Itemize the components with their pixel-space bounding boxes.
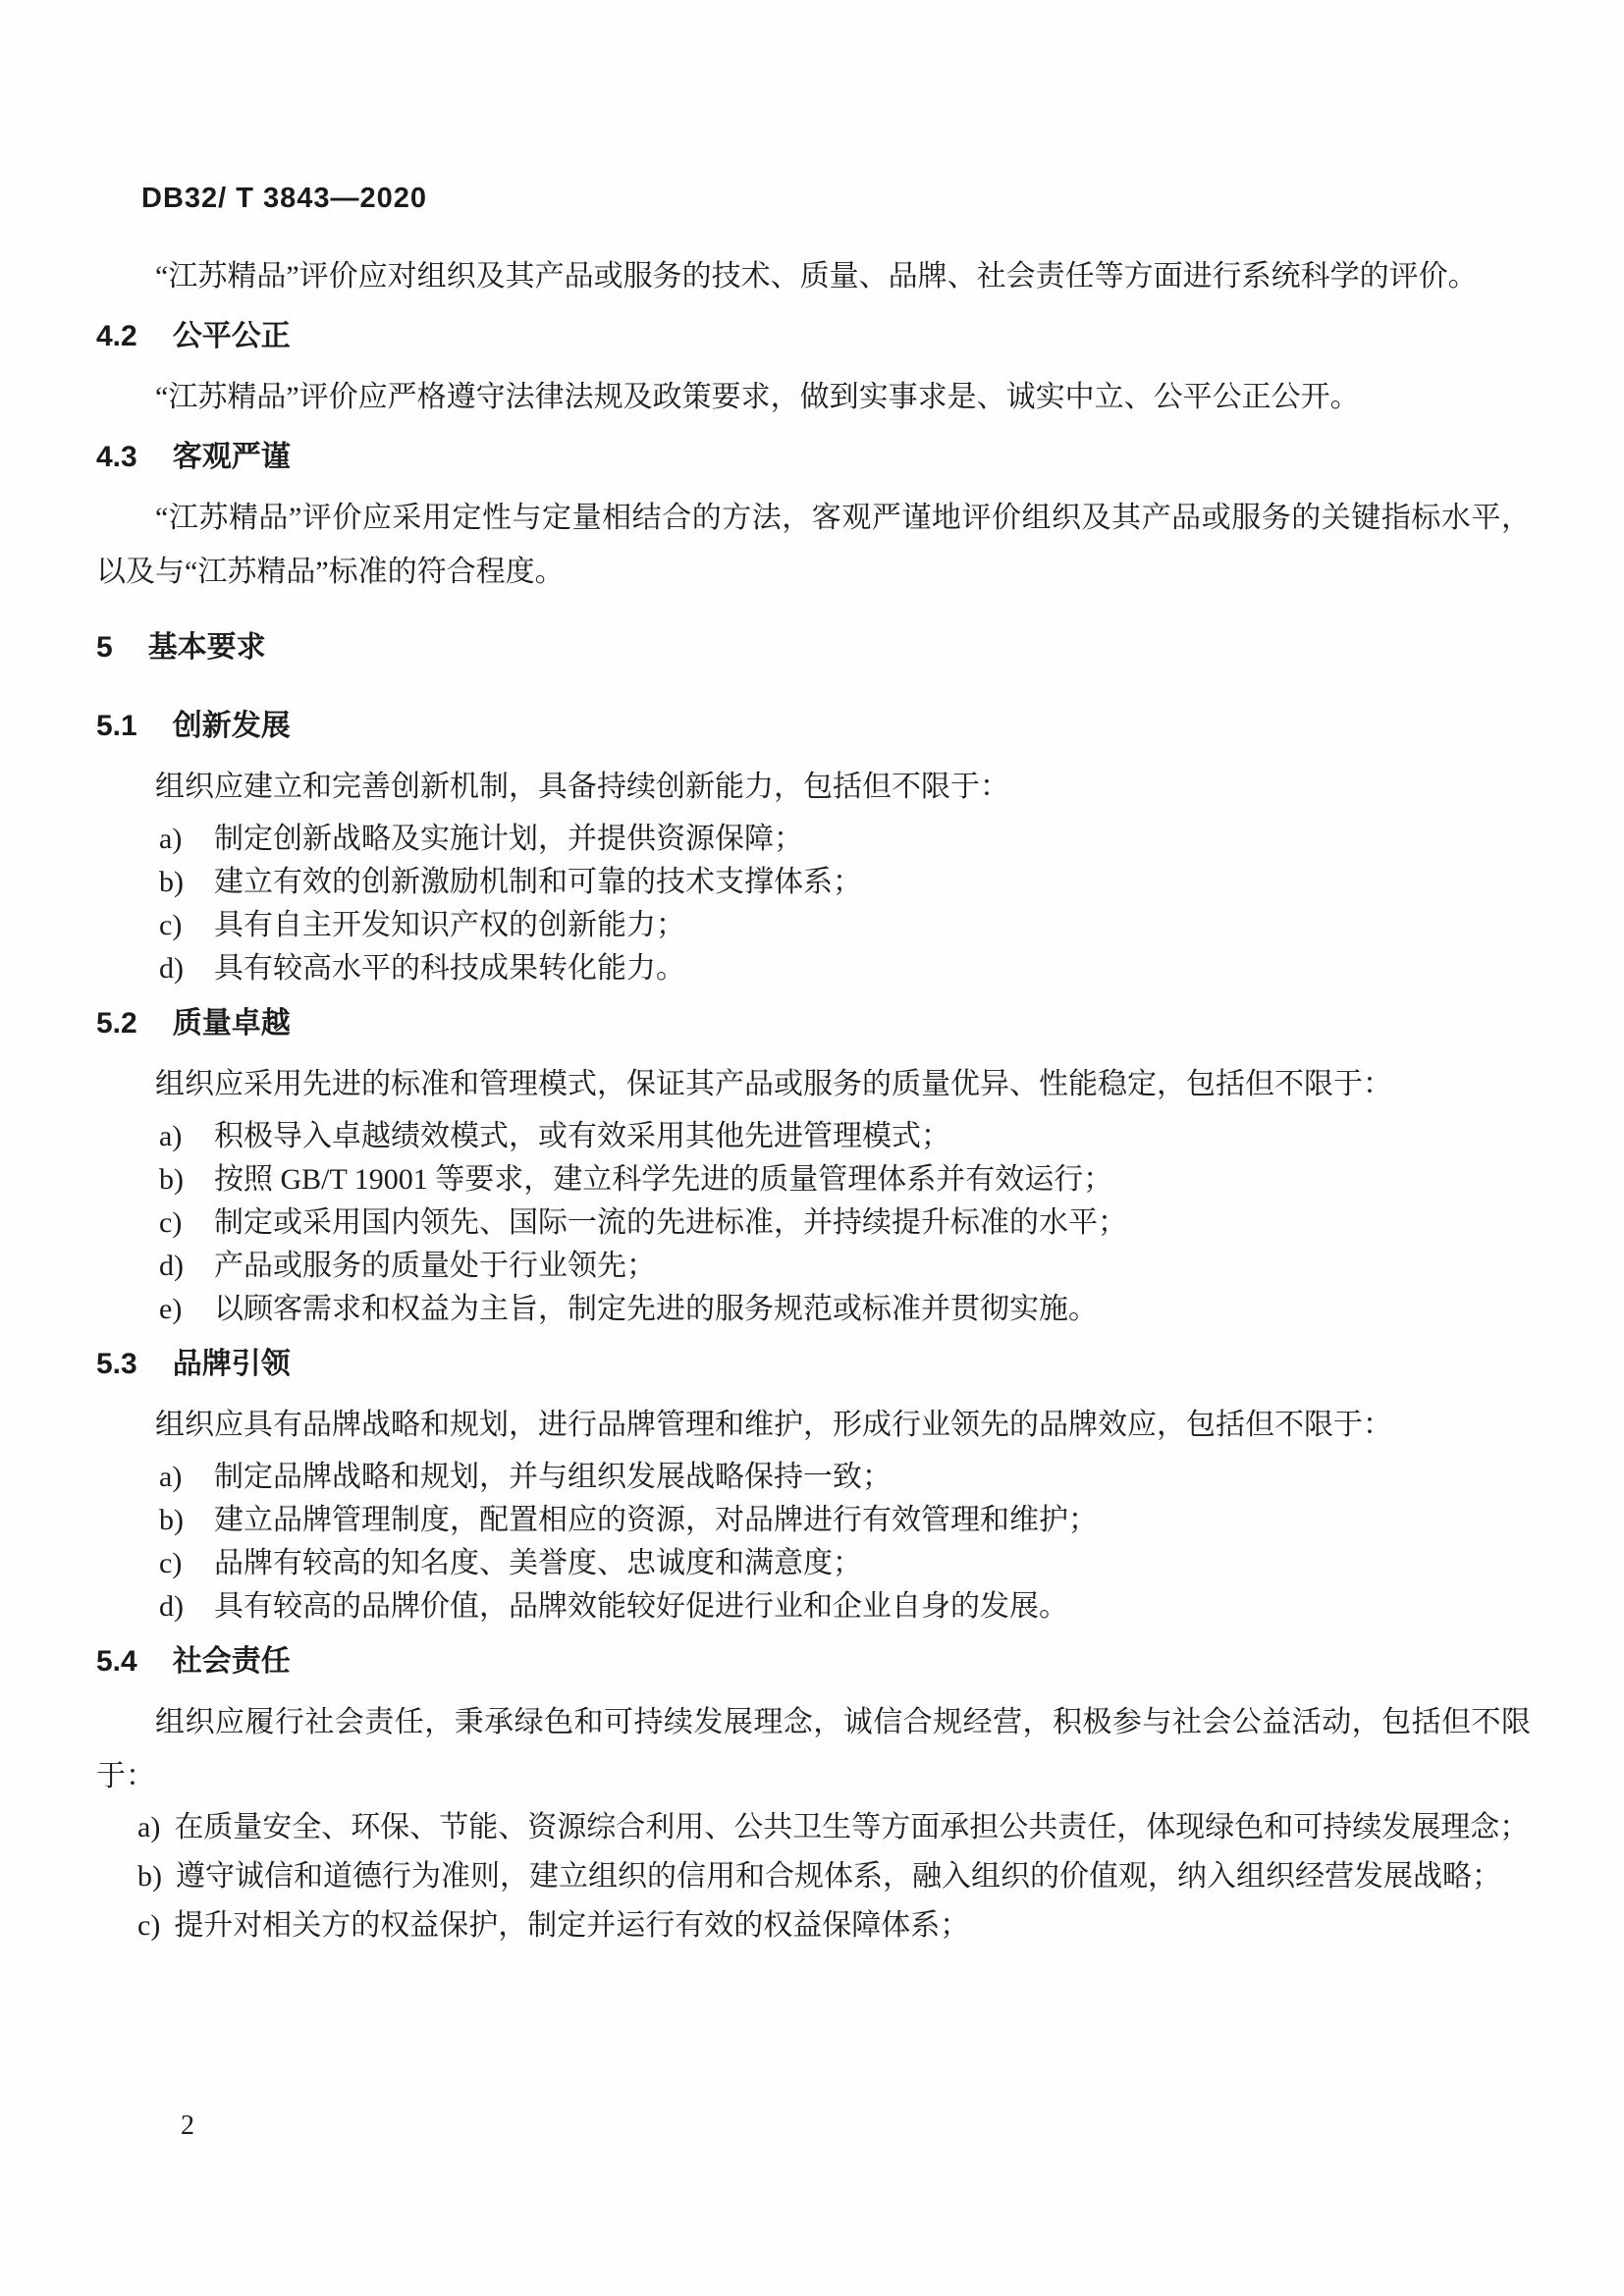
list-item-text: 具有自主开发知识产权的创新能力； xyxy=(214,909,685,941)
section-number: 5.1 xyxy=(96,710,137,742)
section-4-2 xyxy=(96,321,1531,424)
list-item-label: b) xyxy=(159,1163,184,1196)
section-paragraph: 组织应履行社会责任，秉承绿色和可持续发展理念，诚信合规经营，积极参与社会公益活动，包括但不限于： xyxy=(96,1706,1531,1792)
list-item-text: 制定创新战略及实施计划，并提供资源保障； xyxy=(214,823,803,855)
list-item xyxy=(96,1852,1531,1901)
section-number: 5.3 xyxy=(96,1348,137,1380)
list-item-label: d) xyxy=(159,952,184,985)
list-item-text: 建立有效的创新激励机制和可靠的技术支撑体系； xyxy=(214,866,862,898)
list-item xyxy=(159,1115,1531,1158)
list-item-text: 产品或服务的质量处于行业领先； xyxy=(214,1250,656,1282)
section-paragraph: 组织应采用先进的标准和管理模式，保证其产品或服务的质量优异、性能稳定，包括但不限于： xyxy=(155,1068,1392,1100)
list-item-text: 具有较高水平的科技成果转化能力。 xyxy=(214,952,685,985)
list-item-label: a) xyxy=(159,823,183,855)
section-title: 社会责任 xyxy=(172,1645,291,1678)
section-heading xyxy=(96,1349,1531,1380)
item-list xyxy=(96,1115,1531,1331)
list-item xyxy=(159,1245,1531,1288)
list-item xyxy=(96,1901,1531,1950)
section-number: 5.2 xyxy=(96,1007,137,1040)
section-title: 质量卓越 xyxy=(172,1007,291,1040)
item-list xyxy=(96,1456,1531,1629)
section-heading xyxy=(96,442,1531,473)
list-item xyxy=(159,1158,1531,1201)
section-number: 5.4 xyxy=(96,1645,137,1678)
list-item xyxy=(159,1499,1531,1542)
list-item-label: b) xyxy=(159,866,184,898)
section-title: 创新发展 xyxy=(172,710,291,742)
list-item-text: 遵守诚信和道德行为准则，建立组织的信用和合规体系，融入组织的价值观，纳入组织经营发展战略； xyxy=(176,1860,1501,1893)
list-item-text: 建立品牌管理制度，配置相应的资源，对品牌进行有效管理和维护； xyxy=(214,1504,1098,1536)
list-item-text: 提升对相关方的权益保护，制定并运行有效的权益保障体系； xyxy=(174,1909,970,1942)
chapter-number: 5 xyxy=(96,631,113,664)
section-heading xyxy=(96,711,1531,742)
list-item-text: 以顾客需求和权益为主旨，制定先进的服务规范或标准并贯彻实施。 xyxy=(214,1293,1098,1325)
list-item-label: a) xyxy=(137,1811,161,1843)
section-5-1 xyxy=(96,711,1531,990)
section-5-4 xyxy=(96,1646,1531,1950)
list-item-label: d) xyxy=(159,1250,184,1282)
list-item-text: 制定品牌战略和规划，并与组织发展战略保持一致； xyxy=(214,1461,892,1493)
section-paragraph: “江苏精品”评价应严格遵守法律法规及政策要求，做到实事求是、诚实中立、公平公正公开。 xyxy=(155,381,1360,413)
list-item xyxy=(159,1585,1531,1629)
section-number: 4.2 xyxy=(96,320,137,352)
list-item-label: c) xyxy=(137,1909,161,1942)
section-5-2 xyxy=(96,1008,1531,1331)
intro-paragraph: “江苏精品”评价应对组织及其产品或服务的技术、质量、品牌、社会责任等方面进行系统科学的评价。 xyxy=(155,260,1478,293)
chapter-heading xyxy=(96,632,1531,664)
list-item xyxy=(159,818,1531,861)
list-item-label: a) xyxy=(159,1120,183,1152)
list-item-label: e) xyxy=(159,1293,183,1325)
section-heading xyxy=(96,1646,1531,1678)
list-item-label: a) xyxy=(159,1461,183,1493)
section-paragraph: 组织应建立和完善创新机制，具备持续创新能力，包括但不限于： xyxy=(155,771,1009,803)
list-item-label: b) xyxy=(159,1504,184,1536)
list-item-text: 积极导入卓越绩效模式，或有效采用其他先进管理模式； xyxy=(214,1120,950,1152)
list-item-text: 在质量安全、环保、节能、资源综合利用、公共卫生等方面承担公共责任，体现绿色和可持续发展理念； xyxy=(174,1811,1530,1843)
list-item-label: b) xyxy=(137,1860,162,1893)
section-paragraph: “江苏精品”评价应采用定性与定量相结合的方法，客观严谨地评价组织及其产品或服务的关键指标水平，以及与“江苏精品”标准的符合程度。 xyxy=(96,502,1531,588)
document-number: DB32/ T 3843—2020 xyxy=(141,183,428,214)
section-heading xyxy=(96,321,1531,352)
section-4-3 xyxy=(96,442,1531,599)
section-title: 公平公正 xyxy=(172,320,291,352)
list-item xyxy=(96,1803,1531,1852)
list-item-text: 按照 GB/T 19001 等要求，建立科学先进的质量管理体系并有效运行； xyxy=(214,1163,1113,1196)
list-item xyxy=(159,904,1531,947)
chapter-title: 基本要求 xyxy=(147,631,266,664)
section-5-3 xyxy=(96,1349,1531,1629)
section-title: 品牌引领 xyxy=(172,1348,291,1380)
list-item xyxy=(159,1542,1531,1585)
list-item-label: c) xyxy=(159,1206,183,1239)
list-item-text: 品牌有较高的知名度、美誉度、忠诚度和满意度； xyxy=(214,1547,862,1579)
section-heading xyxy=(96,1008,1531,1040)
section-paragraph: 组织应具有品牌战略和规划，进行品牌管理和维护，形成行业领先的品牌效应，包括但不限于： xyxy=(155,1409,1392,1441)
page-number: 2 xyxy=(181,2110,194,2141)
list-item xyxy=(159,1288,1531,1331)
list-item-text: 具有较高的品牌价值，品牌效能较好促进行业和企业自身的发展。 xyxy=(214,1590,1068,1623)
list-item-text: 制定或采用国内领先、国际一流的先进标准，并持续提升标准的水平； xyxy=(214,1206,1127,1239)
list-item-label: d) xyxy=(159,1590,184,1623)
list-item xyxy=(159,861,1531,904)
list-item-label: c) xyxy=(159,909,183,941)
item-list xyxy=(96,818,1531,990)
list-item xyxy=(159,1456,1531,1499)
list-item xyxy=(159,947,1531,990)
list-item xyxy=(159,1201,1531,1245)
list-item-label: c) xyxy=(159,1547,183,1579)
section-title: 客观严谨 xyxy=(172,441,291,473)
section-number: 4.3 xyxy=(96,441,137,473)
chapter-5 xyxy=(96,632,1531,664)
